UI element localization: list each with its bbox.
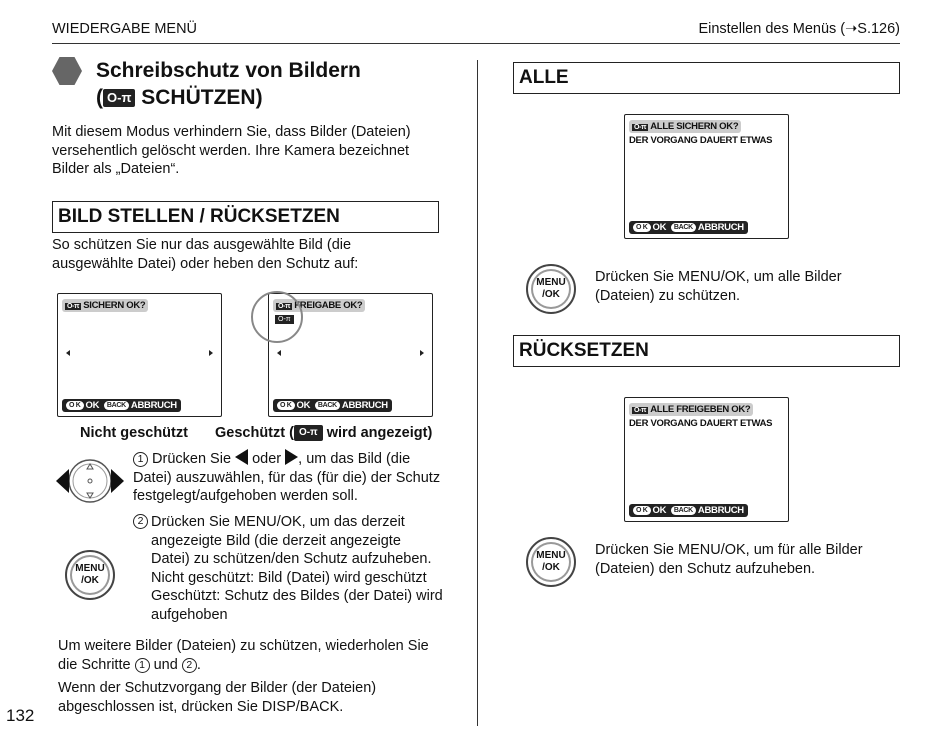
caption-protected: Geschützt ( O‑π wird angezeigt) [215,425,433,441]
screen-label: O‑π ALLE SICHERN OK? [629,120,741,133]
camera-screen-all [624,114,789,239]
ok-pill: O K [633,506,651,515]
repeat-text: Um weitere Bilder (Dateien) zu schützen, wiederholen Sie die Schritte 1 und 2 . [58,638,429,673]
screen-line2: DER VORGANG DAUERT ETWAS [629,418,773,429]
screen-footer: O K OK BACK ABBRUCH [629,221,748,234]
back-pill: BACK [671,506,696,515]
screen-footer: O K OK BACK ABBRUCH [629,504,748,517]
step-2: 2 Drücken Sie MENU/OK, um das derzeit angezeigte Bild (die derzeit angezeigte Datei) zu schützen/den Schutz aufzuheben. Nicht geschützt: Bild (Datei) wird geschützt Geschützt: Schutz des Bildes (der Datei) wird aufgehoben [133,513,443,624]
section-heading-all: ALLE [513,62,900,94]
menu-ok-button-icon: MENU /OK [526,264,576,314]
menu-ok-button-icon: MENU /OK [65,550,115,600]
hexagon-bullet-icon [52,57,82,85]
menu-ok-button-icon: MENU /OK [526,537,576,587]
highlight-circle [251,291,303,343]
caption-not-protected: Nicht geschützt [80,425,188,441]
protected-key-icon: O‑π [275,315,294,324]
screen-footer: O K OK BACK ABBRUCH [62,399,181,412]
back-pill: BACK [315,401,340,410]
header-rule [52,43,900,44]
step-number: 2 [133,514,148,529]
title-line2 [96,84,361,111]
ok-pill: O K [633,223,651,232]
step-number: 1 [133,452,148,467]
ok-pill: O K [277,401,295,410]
key-icon: O‑π [103,89,135,107]
right-arrow-icon [209,350,213,356]
reset-instruction: Drücken Sie MENU/OK, um für alle Bilder (Dateien) den Schutz aufzuheben. [595,542,863,577]
section-single-text: So schützen Sie nur das ausgewählte Bild (die ausgewählte Datei) oder heben den Schutz auf: [52,237,359,272]
dpad-icon [54,455,126,507]
right-arrow-icon [420,350,424,356]
key-icon: O‑π [634,407,647,414]
screen-label: O‑π ALLE FREIGEBEN OK? [629,403,753,416]
ok-pill: O K [66,401,84,410]
left-arrow-icon [66,350,70,356]
page-number: 132 [6,706,35,725]
finish-text: Wenn der Schutzvorgang der Bilder (der Dateien) abgeschlossen ist, drücken Sie DISP/BACK. [58,680,377,715]
column-divider [477,60,478,726]
section-heading-reset: RÜCKSETZEN [513,335,900,367]
page-title [96,57,361,111]
key-icon: O‑π [294,425,323,441]
screen-label: O‑π FREIGABE OK? [273,299,365,312]
step-1: 1 Drücken Sie oder , um das Bild (die Datei) auszuwählen, für das (für die) der Schutz festgelegt/aufgehoben werden soll. [133,451,441,504]
title-open-paren: ( [96,86,103,109]
left-arrow-icon [277,350,281,356]
title-line1: Schreibschutz von Bildern [96,59,361,82]
section-heading-single: BILD STELLEN / RÜCKSETZEN [52,201,439,233]
title-protect: SCHÜTZEN) [141,86,263,109]
back-pill: BACK [671,223,696,232]
key-icon: O‑π [278,303,291,310]
key-icon: O‑π [634,124,647,131]
screen-label: O‑π SICHERN OK? [62,299,148,312]
screen-footer: O K OK BACK ABBRUCH [273,399,392,412]
camera-screen-reset [624,397,789,522]
right-arrow-icon [285,449,298,465]
intro-text: Mit diesem Modus verhindern Sie, dass Bilder (Dateien) versehentlich gelöscht werden. Ihre Kamera bezeichnet Bilder als „Dateien“. [52,124,411,177]
key-icon: O‑π [67,303,80,310]
running-header-left: WIEDERGABE MENÜ [52,21,198,37]
all-instruction: Drücken Sie MENU/OK, um alle Bilder (Dateien) zu schützen. [595,269,842,304]
left-arrow-icon [235,449,248,465]
camera-screen-unprotected [57,293,222,417]
running-header-right: Einstellen des Menüs (➝S.126) [698,21,900,37]
screen-line2: DER VORGANG DAUERT ETWAS [629,135,773,146]
back-pill: BACK [104,401,129,410]
